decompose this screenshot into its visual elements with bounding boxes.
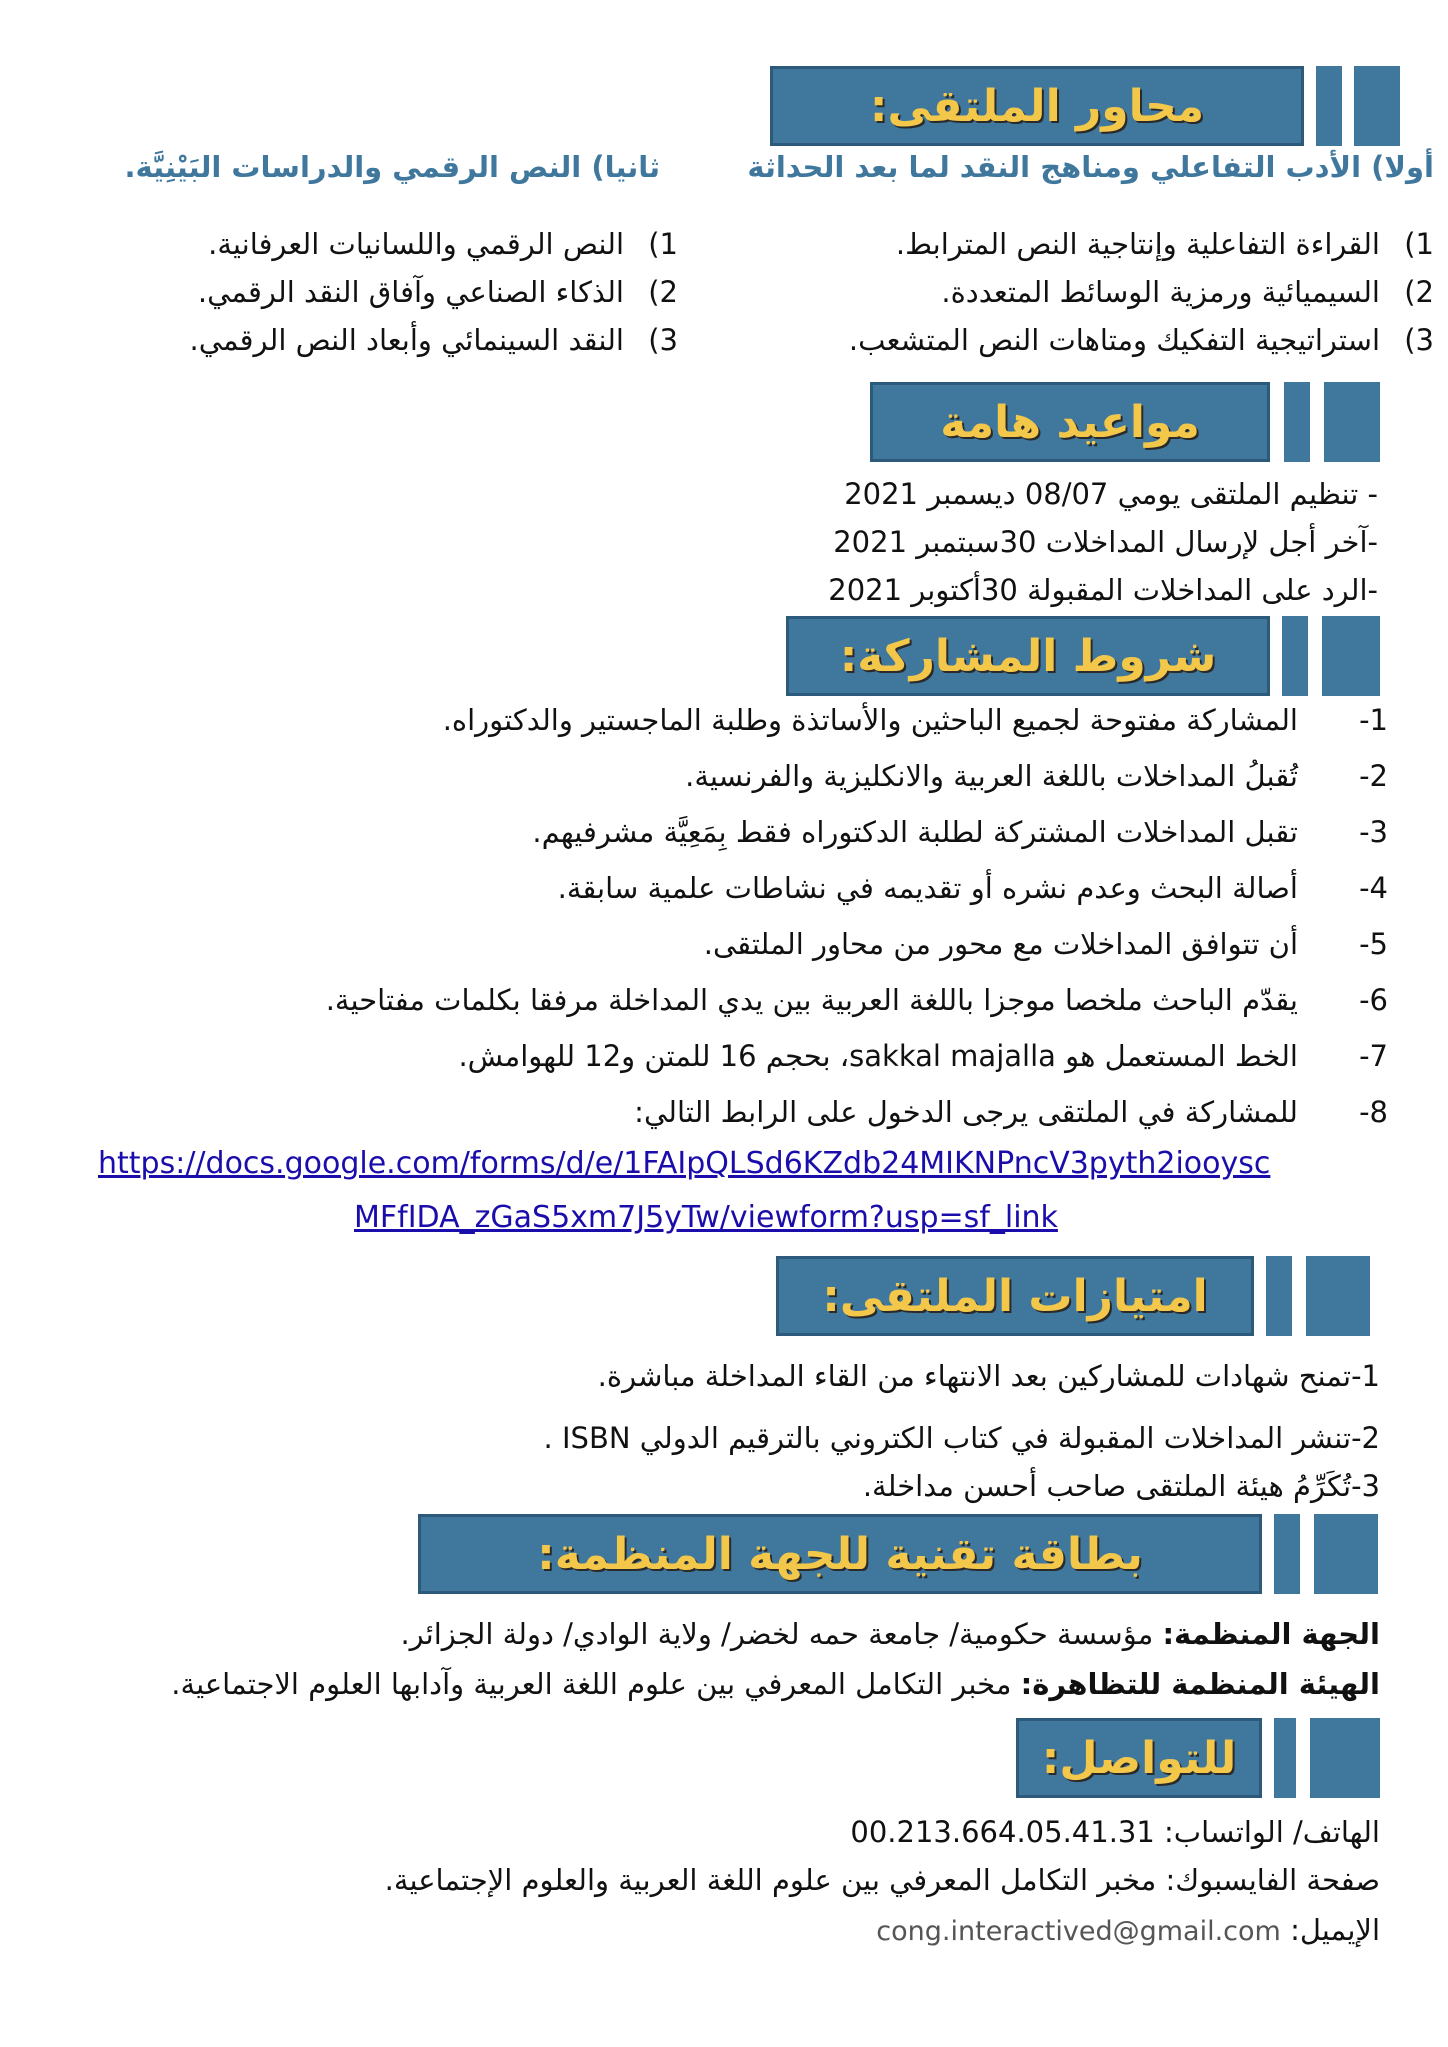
dates-title: مواعيد هامة <box>940 396 1200 448</box>
header-stripe <box>1314 1514 1378 1594</box>
header-box <box>776 1256 1254 1336</box>
list-item: 1-المشاركة مفتوحة لجميع الباحثين والأساتذة وطلبة الماجستير والدكتوراه. <box>442 703 1388 737</box>
list-item: -الرد على المداخلات المقبولة 30أكتوبر 2021 <box>828 573 1378 607</box>
header-stripe <box>1274 1718 1296 1798</box>
contact-header <box>1016 1718 1380 1798</box>
phone-label: الهاتف/ الواتساب: <box>1154 1815 1380 1849</box>
list-item: 8-للمشاركة في الملتقى يرجى الدخول على الرابط التالي: <box>634 1095 1388 1129</box>
card-title: بطاقة تقنية للجهة المنظمة: <box>537 1528 1143 1580</box>
axes-second-title: ثانيا) النص الرقمي والدراسات البَيْنِيَّة. <box>124 150 660 184</box>
header-box <box>418 1514 1262 1594</box>
header-stripe <box>1354 66 1400 146</box>
header-stripe <box>1282 616 1308 696</box>
host-line <box>171 1664 1380 1704</box>
header-box <box>786 616 1270 696</box>
host-label: الهيئة المنظمة للتظاهرة: <box>1020 1667 1380 1701</box>
conditions-title: شروط المشاركة: <box>839 630 1217 682</box>
organizer-value: مؤسسة حكومية/ جامعة حمه لخضر/ ولاية الوادي/ دولة الجزائر. <box>400 1617 1163 1651</box>
list-item: 3-تُكَرِّمُ هيئة الملتقى صاحب أحسن مداخلة. <box>862 1469 1380 1503</box>
header-stripe <box>1310 1718 1380 1798</box>
axes-first-title: أولا) الأدب التفاعلي ومناهج النقد لما بعد الحداثة <box>747 150 1434 184</box>
header-box <box>770 66 1304 146</box>
list-item: 3)استراتيجية التفكيك ومتاهات النص المتشعب. <box>848 323 1434 357</box>
list-item: 4-أصالة البحث وعدم نشره أو تقديمه في نشاطات علمية سابقة. <box>557 871 1388 905</box>
email-line <box>876 1910 1380 1952</box>
email-value[interactable]: cong.interactived@gmail.com <box>876 1916 1281 1947</box>
contact-title: للتواصل: <box>1041 1732 1237 1784</box>
list-item: 1)النص الرقمي واللسانيات العرفانية. <box>208 227 678 261</box>
header-stripe <box>1284 382 1310 462</box>
card-header <box>418 1514 1378 1594</box>
list-item: 7-الخط المستعمل هو sakkal majalla، بحجم 16 للمتن و12 للهوامش. <box>458 1039 1388 1073</box>
list-item: 1-تمنح شهادات للمشاركين بعد الانتهاء من القاء المداخلة مباشرة. <box>597 1359 1380 1393</box>
conditions-header <box>786 616 1380 696</box>
form-link-line1[interactable]: https://docs.google.com/forms/d/e/1FAIpQLSd6KZdb24MIKNPncV3pyth2iooysc <box>98 1146 1271 1181</box>
axes-header <box>770 66 1400 146</box>
dates-header <box>870 382 1380 462</box>
header-stripe <box>1306 1256 1370 1336</box>
organizer-line <box>400 1614 1380 1654</box>
host-value: مخبر التكامل المعرفي بين علوم اللغة العربية وآدابها العلوم الاجتماعية. <box>171 1667 1021 1701</box>
list-item: 2-تُقبلُ المداخلات باللغة العربية والانكليزية والفرنسية. <box>685 759 1388 793</box>
header-stripe <box>1316 66 1342 146</box>
axes-title: محاور الملتقى: <box>869 80 1205 132</box>
list-item: 2)السيميائية ورمزية الوسائط المتعددة. <box>941 275 1434 309</box>
list-item: 2-تنشر المداخلات المقبولة في كتاب الكتروني بالترقيم الدولي ISBN . <box>543 1421 1380 1455</box>
list-item: 5-أن تتوافق المداخلات مع محور من محاور الملتقى. <box>703 927 1388 961</box>
list-item: 2)الذكاء الصناعي وآفاق النقد الرقمي. <box>197 275 678 309</box>
list-item: 6-يقدّم الباحث ملخصا موجزا باللغة العربية بين يدي المداخلة مرفقا بكلمات مفتاحية. <box>325 983 1388 1017</box>
header-stripe <box>1274 1514 1300 1594</box>
form-link-line2[interactable]: MFfIDA_zGaS5xm7J5yTw/viewform?usp=sf_link <box>354 1200 1058 1235</box>
header-stripe <box>1324 382 1380 462</box>
header-stripe <box>1322 616 1380 696</box>
email-label: الإيميل: <box>1280 1913 1380 1947</box>
privileges-header <box>776 1256 1370 1336</box>
list-item: 3-تقبل المداخلات المشتركة لطلبة الدكتوراه فقط بِمَعِيَّة مشرفيهم. <box>532 815 1388 849</box>
privileges-title: امتيازات الملتقى: <box>822 1270 1208 1322</box>
header-stripe <box>1266 1256 1292 1336</box>
facebook-line: صفحة الفايسبوك: مخبر التكامل المعرفي بين علوم اللغة العربية والعلوم الإجتماعية. <box>384 1863 1380 1897</box>
list-item: - تنظيم الملتقى يومي 08/07 ديسمبر 2021 <box>844 477 1378 511</box>
organizer-label: الجهة المنظمة: <box>1162 1617 1380 1651</box>
header-box <box>1016 1718 1262 1798</box>
phone-line <box>850 1812 1380 1852</box>
header-box <box>870 382 1270 462</box>
phone-value: 00.213.664.05.41.31 <box>850 1815 1155 1849</box>
list-item: 3)النقد السينمائي وأبعاد النص الرقمي. <box>189 323 678 357</box>
list-item: 1)القراءة التفاعلية وإنتاجية النص المترابط. <box>895 227 1434 261</box>
list-item: -آخر أجل لإرسال المداخلات 30سبتمبر 2021 <box>833 525 1378 559</box>
